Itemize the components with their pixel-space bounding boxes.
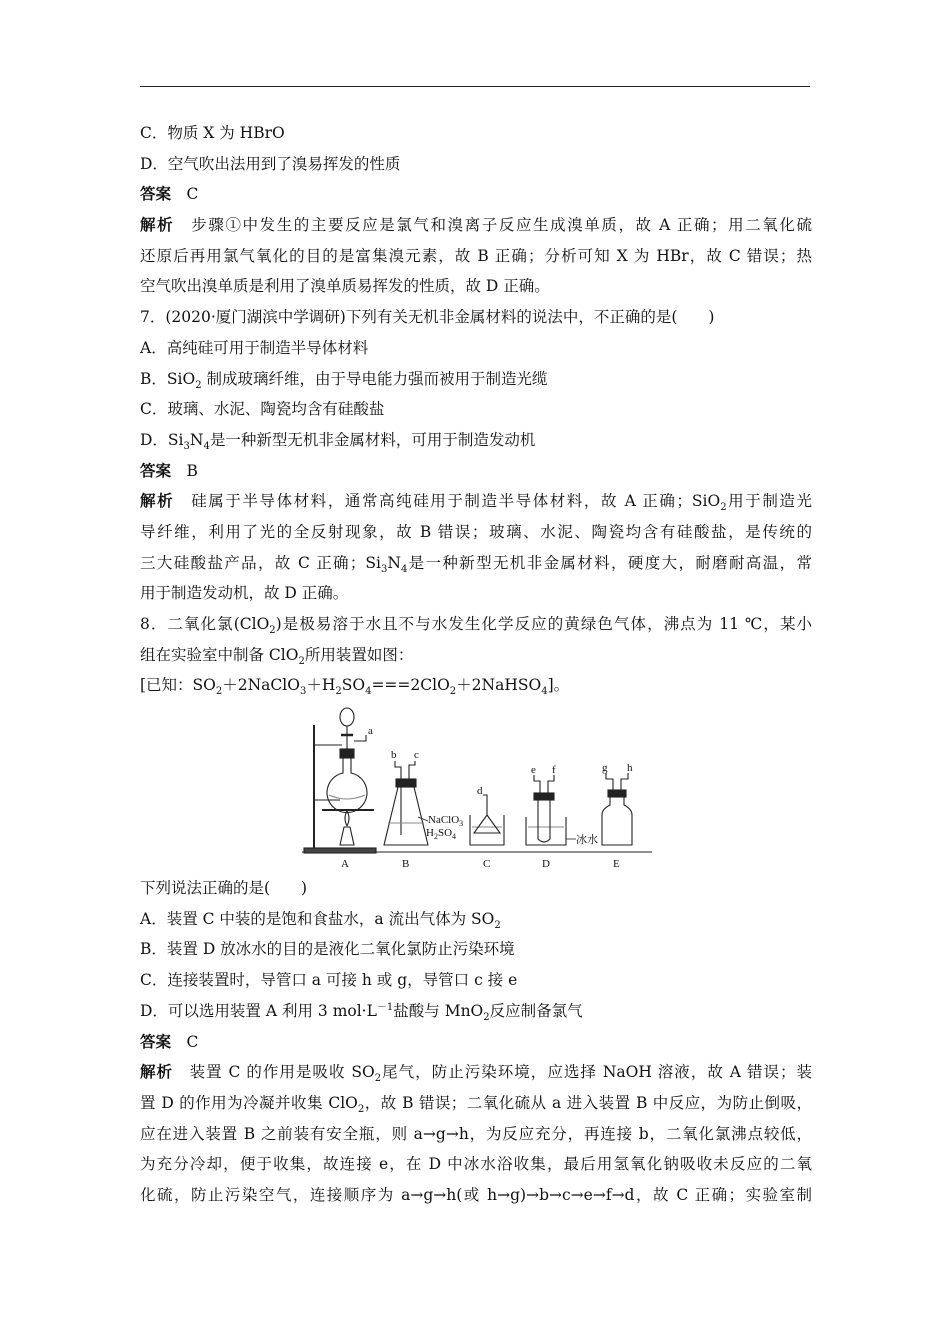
- answer-value: C: [186, 1032, 199, 1051]
- tube-label-h: h: [627, 762, 633, 775]
- q8-analysis-line-3: 应在进入装置 B 之前装有安全瓶，则 a→g→h，为反应充分，再连接 b，二氧化氯沸点较低，: [140, 1124, 812, 1143]
- sep-funnel-bulb: [340, 708, 354, 726]
- tube-label-c: c: [414, 749, 419, 762]
- tube-label-b: b: [391, 749, 397, 762]
- label-e: E: [613, 858, 620, 870]
- document-page: [140, 118, 812, 1211]
- answer-value: B: [186, 461, 198, 480]
- q7-analysis-line-2: 导纤维，利用了光的全反射现象，故 B 错误；玻璃、水泥、陶瓷均含有硅酸盐，是传统的: [140, 522, 812, 541]
- tube-label-a: a: [368, 725, 373, 738]
- round-bottom-flask: [327, 758, 367, 813]
- apparatus-diagram: [300, 705, 655, 869]
- tube-f: [548, 775, 554, 793]
- flask-liquid: [329, 795, 365, 799]
- q7-stem: 7．(2020·厦门湖滨中学调研)下列有关无机非金属材料的说法中，不正确的是( ): [140, 308, 715, 327]
- label-d: D: [542, 858, 550, 870]
- tube-e: [534, 775, 540, 793]
- q6-option-d: D．空气吹出法用到了溴易挥发的性质: [140, 154, 401, 173]
- reagent-h2so4: $H_2SO_4$: [426, 827, 457, 842]
- label-a: A: [341, 858, 349, 870]
- flask-stopper: [340, 749, 354, 758]
- label-c: C: [483, 858, 491, 870]
- q7-analysis-line-1: 解析 硅属于半导体材料，通常高纯硅用于制造半导体材料，故 A 正确；SiO$_2$用于制造光: [140, 491, 812, 514]
- q7-option-c: C．玻璃、水泥、陶瓷均含有硅酸盐: [140, 400, 385, 419]
- q8-analysis-line-1: 解析 装置 C 的作用是吸收 $SO_2$尾气，防止污染环境，应选择 NaOH 溶液，故 A 错误；装: [140, 1062, 812, 1085]
- answer-label: 答案: [140, 1031, 172, 1051]
- q6-analysis-line-1: 解析 步骤①中发生的主要反应是氯气和溴离子反应生成溴单质，故 A 正确；用二氧化硫: [140, 215, 812, 235]
- q8-analysis-line-5: 化硫，防止污染空气，连接顺序为 a→g→h(或 h→g)→b→c→e→f→d，故 C 正确；实验室制: [140, 1185, 812, 1204]
- ice-water-label: 冰水: [576, 834, 598, 847]
- answer-label: 答案: [140, 460, 172, 480]
- q6-analysis-line-2: 还原后再用氯气氧化的目的是富集溴元素，故 B 正确；分析可知 X 为 HBr，故 C 错误；热: [140, 246, 812, 265]
- reagent-naclo3: NaClO$_3$: [428, 814, 464, 829]
- answer-value: C: [186, 185, 199, 204]
- tube-label-g: g: [602, 762, 608, 775]
- q8-analysis-line-4: 为充分冷却，便于收集，故连接 e，在 D 中冰水浴收集，最后用氢氧化钠吸收未反应的二氧: [140, 1155, 812, 1174]
- inverted-funnel: [474, 815, 500, 833]
- q7-answer: [140, 456, 812, 487]
- apparatus-figure: [140, 701, 812, 873]
- q8-stem-line-2: 组在实验室中制备 ClO$_2$所用装置如图：: [140, 645, 414, 667]
- q8-option-c: C．连接装置时，导管口 a 可接 h 或 g，导管口 c 接 e: [140, 971, 518, 990]
- q8-analysis-line-2: 置 D 的作用为冷凝并收集 ClO$_2$，故 B 错误；二氧化硫从 a 进入装置 B 中反应，为防止倒吸，: [140, 1093, 812, 1115]
- reagent-pointer: [418, 817, 428, 821]
- conical-flask: [384, 787, 428, 845]
- q7-analysis-line-3: 三大硅酸盐产品，故 C 正确；$Si_3N_4$是一种新型无机非金属材料，硬度大，耐磨耐高温，常: [140, 553, 812, 575]
- bottle-e-stopper: [608, 790, 626, 797]
- q8-answer: [140, 1027, 812, 1058]
- tube-c: [409, 761, 415, 779]
- tube-b: [395, 761, 401, 779]
- lamp-flame: [345, 811, 349, 826]
- flask-b-stopper: [396, 779, 416, 787]
- tube-label-d: d: [477, 785, 483, 798]
- collection-tube: [538, 800, 550, 842]
- analysis-label: 解析: [140, 491, 175, 511]
- q7-analysis-line-4: 用于制造发动机，故 D 正确。: [140, 584, 349, 603]
- q7-option-d: D．$Si_3N_4$是一种新型无机非金属材料，可用于制造发动机: [140, 430, 536, 452]
- header-rule: [140, 86, 810, 87]
- q6-option-c: C．物质 X 为 HBrO: [140, 124, 285, 142]
- alcohol-lamp: [340, 827, 354, 845]
- q7-option-a: A．高纯硅可用于制造半导体材料: [140, 338, 369, 357]
- q8-option-d: D．可以选用装置 A 利用 3 $mol\cdot L^{-1}$盐酸与 MnO$_2$反应制备氯气: [140, 1001, 583, 1023]
- tube-d: [483, 795, 487, 815]
- tube-label-f: f: [552, 764, 556, 777]
- analysis-label: 解析: [140, 215, 175, 235]
- analysis-label: 解析: [140, 1062, 174, 1082]
- q8-known-equation: [已知：$SO_2+2NaClO_3+H_2SO_4===2ClO_2+2NaHSO_4$]。: [140, 676, 570, 698]
- bottle-e: [602, 797, 632, 845]
- answer-label: 答案: [140, 184, 172, 204]
- q8-stem-line-1: 8．二氧化氯(ClO$_2$)是极易溶于水且不与水发生化学反应的黄绿色气体，沸点为 11 ℃，某小: [140, 615, 812, 637]
- tube-d-stopper: [534, 793, 554, 800]
- tube-g: [606, 773, 613, 790]
- q7-option-b: B．SiO$_2$ 制成玻璃纤维，由于导电能力强而被用于制造光缆: [140, 369, 548, 391]
- tube-h: [621, 773, 628, 790]
- ice-bath-beaker: [526, 817, 566, 845]
- q6-answer: [140, 179, 812, 210]
- q8-option-b: B．装置 D 放冰水的目的是液化二氧化氯防止污染环境: [140, 940, 515, 959]
- tube-a: [354, 735, 366, 741]
- q8-option-a: A．装置 C 中装的是饱和食盐水，a 流出气体为 $SO_2$: [140, 909, 501, 931]
- beaker-c: [470, 815, 504, 845]
- label-b: B: [402, 858, 410, 870]
- tube-label-e: e: [531, 764, 536, 777]
- q6-analysis-line-3: 空气吹出溴单质是利用了溴单质易挥发的性质，故 D 正确。: [140, 277, 550, 296]
- q8-question: 下列说法正确的是( ): [140, 879, 308, 898]
- stand-base: [304, 848, 376, 853]
